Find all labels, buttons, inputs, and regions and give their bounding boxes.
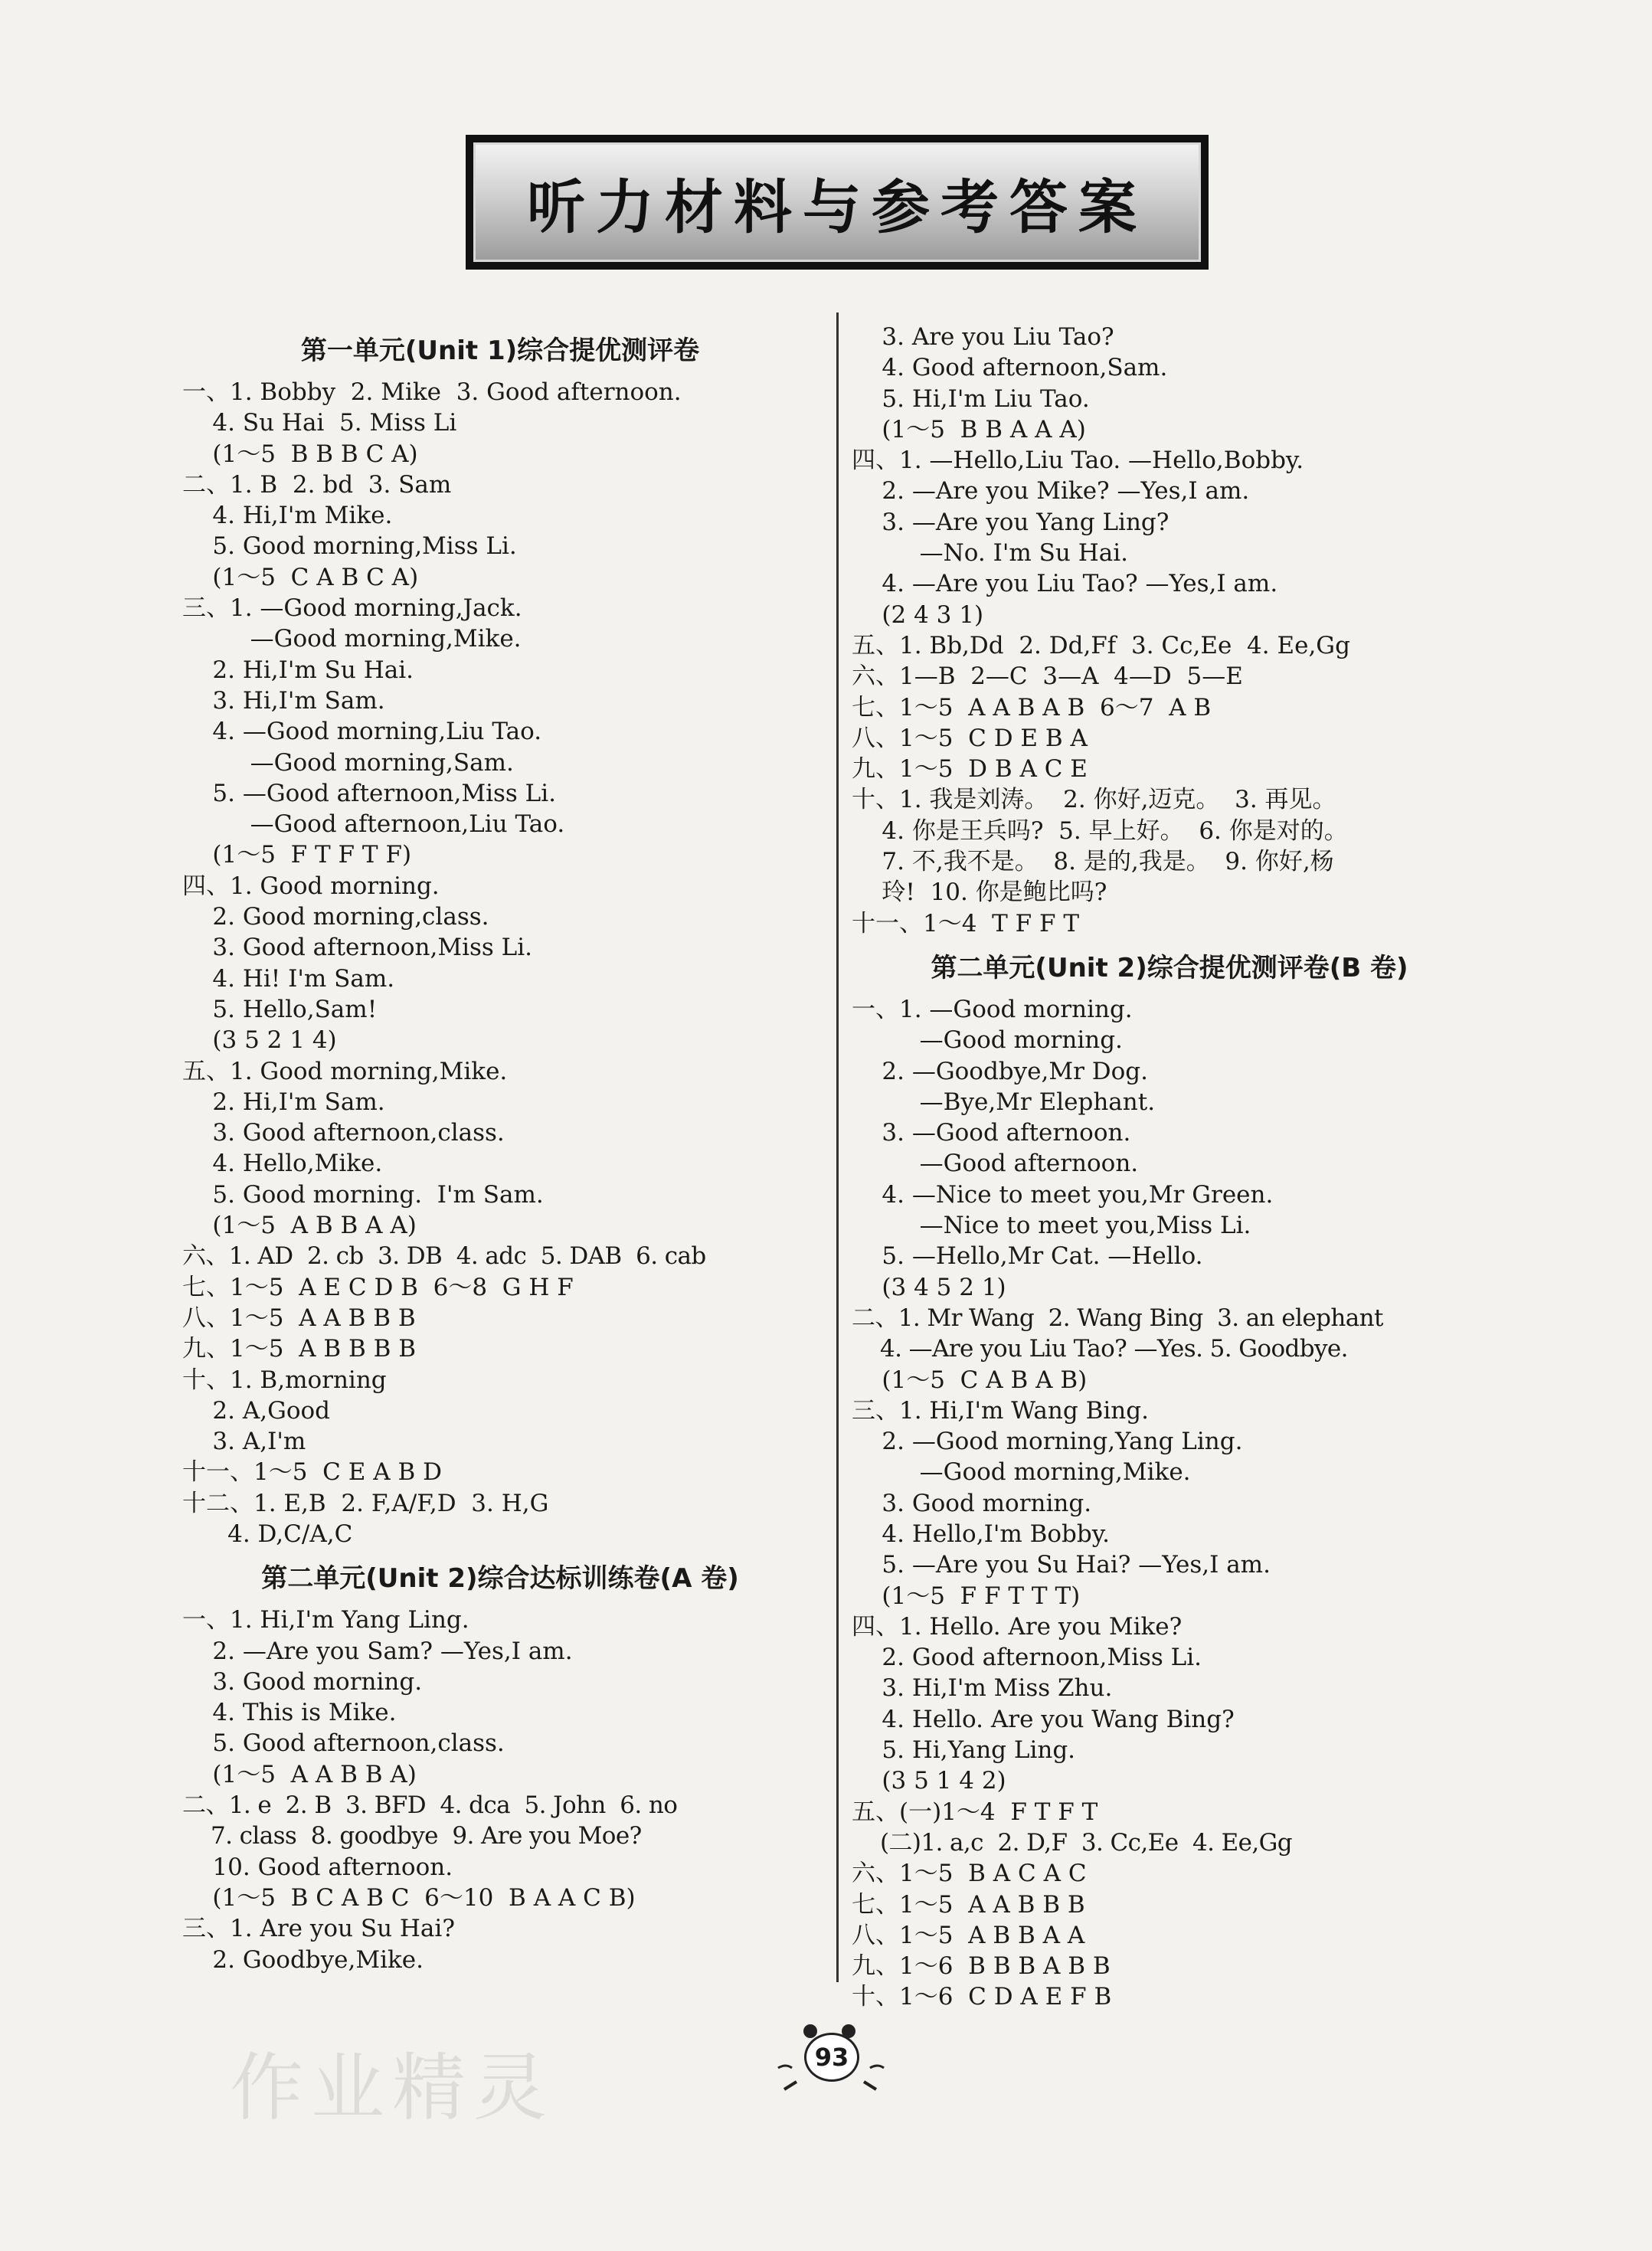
answer-line: (1～5 A A B B A): [182, 1760, 417, 1788]
answer-line: 4. Hi! I'm Sam.: [182, 964, 395, 993]
title-banner: [466, 135, 1209, 270]
answer-line: 4. Hi,I'm Mike.: [182, 502, 393, 530]
answer-line: 2. Goodbye,Mike.: [182, 1945, 424, 1974]
answer-line: 4. Hello,Mike.: [182, 1150, 383, 1178]
answer-line: —Good afternoon.: [852, 1150, 1139, 1178]
answer-line: 十二、1. E,B 2. F,A/F,D 3. H,G: [182, 1489, 549, 1517]
answer-line: 5. —Good afternoon,Miss Li.: [182, 779, 557, 807]
answer-line: (1～5 F T F T F): [182, 841, 412, 869]
answer-line: 六、1—B 2—C 3—A 4—D 5—E: [852, 663, 1243, 691]
answer-line: —Good morning,Mike.: [182, 625, 522, 653]
answer-line: —No. I'm Su Hai.: [852, 539, 1128, 568]
title-banner-inner: [473, 142, 1201, 262]
answer-line: 八、1～5 C D E B A: [852, 724, 1088, 752]
page-number-badge: [774, 2022, 888, 2091]
answer-line: 四、1. —Hello,Liu Tao. —Hello,Bobby.: [852, 447, 1304, 475]
answer-line: 五、1. Good morning,Mike.: [182, 1057, 508, 1085]
answer-line: 二、1. e 2. B 3. BFD 4. dca 5. John 6. no: [182, 1791, 678, 1820]
answer-line: 5. Good afternoon,class.: [182, 1729, 505, 1758]
answer-line: 4. Su Hai 5. Miss Li: [182, 409, 457, 437]
answer-line: 2. Hi,I'm Su Hai.: [182, 656, 414, 684]
answer-line: 五、1. Bb,Dd 2. Dd,Ff 3. Cc,Ee 4. Ee,Gg: [852, 631, 1350, 659]
answer-line: (1～5 B B A A A): [852, 415, 1086, 443]
answer-line: 十、1～6 C D A E F B: [852, 1983, 1112, 2011]
answer-line: 四、1. Good morning.: [182, 872, 440, 900]
section-heading: 第一单元(Unit 1)综合提优测评卷: [300, 335, 700, 366]
answer-line: (1～5 A B B A A): [182, 1212, 417, 1240]
answer-line: 七、1～5 A A B B B: [852, 1890, 1085, 1919]
answer-line: 7. class 8. goodbye 9. Are you Moe?: [182, 1822, 642, 1850]
answer-line: 5. —Hello,Mr Cat. —Hello.: [852, 1242, 1203, 1271]
answer-line: (1～5 B C A B C 6～10 B A A C B): [182, 1883, 636, 1912]
answer-line: 5. Good morning. I'm Sam.: [182, 1180, 544, 1209]
answer-line: (1～5 F F T T T): [852, 1582, 1081, 1610]
answer-line: 2. Hi,I'm Sam.: [182, 1088, 385, 1116]
answer-line: 2. —Are you Mike? —Yes,I am.: [852, 477, 1250, 505]
answer-line: 十一、1～4 T F F T: [852, 909, 1080, 937]
answer-line: (3 5 1 4 2): [852, 1767, 1006, 1795]
answer-line: 三、1. Are you Su Hai?: [182, 1915, 455, 1943]
answer-line: 3. Are you Liu Tao?: [852, 323, 1114, 351]
answer-line: 一、1. —Good morning.: [852, 995, 1133, 1023]
answer-line: 4. Good afternoon,Sam.: [852, 354, 1168, 382]
answer-line: —Nice to meet you,Miss Li.: [852, 1212, 1251, 1240]
answer-line: (1～5 B B B C A): [182, 440, 418, 468]
answer-line: (3 5 2 1 4): [182, 1026, 337, 1055]
answer-line: —Bye,Mr Elephant.: [852, 1088, 1156, 1116]
answer-line: 2. Good morning,class.: [182, 903, 489, 931]
answer-line: 七、1～5 A E C D B 6～8 G H F: [182, 1273, 574, 1301]
column-divider: [836, 312, 839, 1982]
answer-line: 2. A,Good: [182, 1396, 331, 1425]
answer-line: —Good morning.: [852, 1026, 1123, 1055]
answer-line: 3. Hi,I'm Sam.: [182, 686, 385, 715]
answer-line: 2. Good afternoon,Miss Li.: [852, 1644, 1202, 1672]
answer-line: —Good morning,Sam.: [182, 748, 514, 777]
answer-line: 4. —Are you Liu Tao? —Yes. 5. Goodbye.: [852, 1335, 1348, 1363]
answer-line: 九、1～5 A B B B B: [182, 1335, 417, 1363]
answer-line: 3. A,I'm: [182, 1428, 306, 1456]
answer-line: 3. —Are you Yang Ling?: [852, 508, 1169, 536]
answer-line: 八、1～5 A B B A A: [852, 1921, 1085, 1949]
answer-line: (3 4 5 2 1): [852, 1273, 1006, 1301]
answer-line: (2 4 3 1): [852, 600, 984, 629]
answer-line: 4. Hello. Are you Wang Bing?: [852, 1705, 1235, 1733]
answer-line: —Good morning,Mike.: [852, 1458, 1191, 1487]
answer-line: 九、1～6 B B B A B B: [852, 1952, 1111, 1981]
left-column: [182, 322, 818, 1975]
answer-line: 5. Hello,Sam!: [182, 995, 378, 1023]
answer-line: 十、1. B,morning: [182, 1366, 387, 1394]
answer-line: 八、1～5 A A B B B: [182, 1304, 416, 1332]
answer-line: 七、1～5 A A B A B 6～7 A B: [852, 693, 1212, 721]
answer-line: 四、1. Hello. Are you Mike?: [852, 1612, 1183, 1641]
answer-line: 5. —Are you Su Hai? —Yes,I am.: [852, 1551, 1271, 1579]
right-column: [852, 322, 1487, 2013]
answer-line: 3. Good afternoon,class.: [182, 1119, 505, 1147]
answer-line: 4. D,C/A,C: [182, 1520, 353, 1548]
section-heading: 第二单元(Unit 2)综合提优测评卷(B 卷): [931, 952, 1408, 983]
section-heading: 第二单元(Unit 2)综合达标训练卷(A 卷): [261, 1563, 739, 1595]
answer-line: (1～5 C A B A B): [852, 1366, 1088, 1394]
answer-line: 2. —Good morning,Yang Ling.: [852, 1428, 1243, 1456]
answer-line: 一、1. Bobby 2. Mike 3. Good afternoon.: [182, 378, 682, 406]
answer-line: 4. Hello,I'm Bobby.: [852, 1520, 1110, 1548]
answer-line: 3. Hi,I'm Miss Zhu.: [852, 1674, 1113, 1703]
answer-line: —Good afternoon,Liu Tao.: [182, 810, 565, 839]
answer-line: 九、1～5 D B A C E: [852, 755, 1088, 784]
answer-line: 4. —Are you Liu Tao? —Yes,I am.: [852, 570, 1278, 598]
answer-line: (二)1. a,c 2. D,F 3. Cc,Ee 4. Ee,Gg: [852, 1828, 1293, 1857]
answer-line: 一、1. Hi,I'm Yang Ling.: [182, 1606, 469, 1634]
answer-line: 玲! 10. 你是鲍比吗?: [852, 878, 1107, 907]
answer-line: 3. Good afternoon,Miss Li.: [182, 934, 533, 962]
answer-line: 10. Good afternoon.: [182, 1853, 453, 1881]
page-title: 听力材料与参考答案: [527, 172, 1147, 241]
answer-line: 3. Good morning.: [852, 1489, 1092, 1517]
answer-line: 十一、1～5 C E A B D: [182, 1458, 442, 1487]
answer-line: 二、1. B 2. bd 3. Sam: [182, 470, 452, 499]
answer-line: 2. —Goodbye,Mr Dog.: [852, 1057, 1148, 1085]
answer-line: 二、1. Mr Wang 2. Wang Bing 3. an elephant: [852, 1304, 1383, 1332]
answer-line: 六、1. AD 2. cb 3. DB 4. adc 5. DAB 6. cab: [182, 1242, 706, 1271]
watermark: 作业精灵: [230, 2045, 554, 2131]
answer-line: 六、1～5 B A C A C: [852, 1860, 1087, 1888]
answer-line: 5. Good morning,Miss Li.: [182, 532, 517, 561]
answer-line: 3. Good morning.: [182, 1667, 423, 1696]
answer-line: 7. 不,我不是。 8. 是的,我是。 9. 你好,杨: [852, 848, 1334, 876]
answer-line: 5. Hi,Yang Ling.: [852, 1736, 1076, 1765]
answer-line: 4. This is Mike.: [182, 1699, 397, 1727]
answer-line: 三、1. Hi,I'm Wang Bing.: [852, 1396, 1149, 1425]
answer-line: 3. —Good afternoon.: [852, 1119, 1131, 1147]
answer-line: 十、1. 我是刘涛。 2. 你好,迈克。 3. 再见。: [852, 786, 1336, 814]
answer-line: (1～5 C A B C A): [182, 563, 419, 591]
answer-line: 4. —Good morning,Liu Tao.: [182, 718, 542, 746]
answer-line: 五、(一)1～4 F T F T: [852, 1798, 1098, 1826]
answer-line: 2. —Are you Sam? —Yes,I am.: [182, 1637, 573, 1665]
page-number: 93: [804, 2033, 859, 2082]
answer-line: 4. 你是王兵吗? 5. 早上好。 6. 你是对的。: [852, 816, 1348, 845]
answer-line: 5. Hi,I'm Liu Tao.: [852, 384, 1090, 413]
answer-line: 4. —Nice to meet you,Mr Green.: [852, 1180, 1274, 1209]
answer-line: 三、1. —Good morning,Jack.: [182, 594, 522, 623]
